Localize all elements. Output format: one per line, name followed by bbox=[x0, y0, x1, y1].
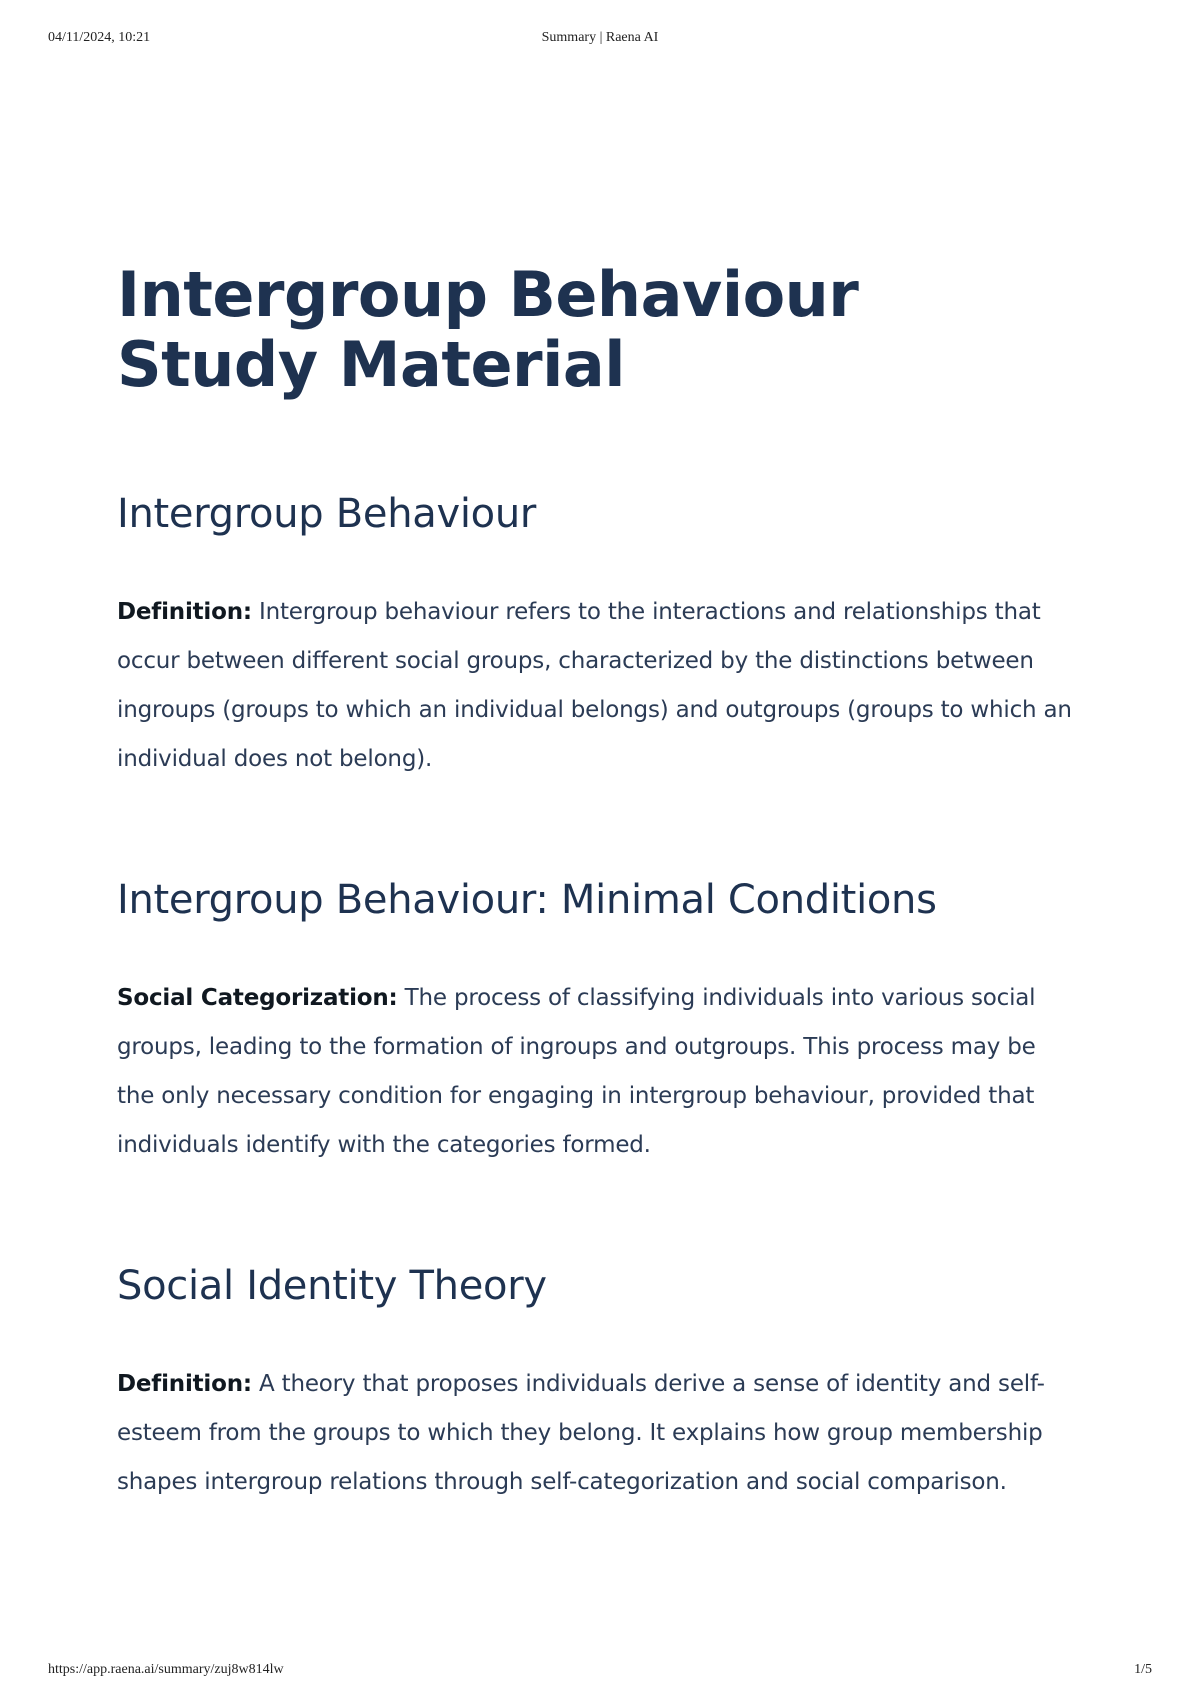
section-text: Intergroup behaviour refers to the interactions and relationships that occur between different social groups, characterized by the distinctions between ingroups (groups to which an individual belongs) and outgroups (groups to which an individual does not belong). bbox=[117, 599, 1072, 772]
section-text: A theory that proposes individuals derive a sense of identity and self-esteem from the groups to which they belong. It explains how group membership shapes intergroup relations through self-categorization and social comparison. bbox=[117, 1371, 1045, 1495]
section-minimal-conditions bbox=[117, 874, 1077, 1170]
section-term: Social Categorization: bbox=[117, 985, 398, 1011]
print-header bbox=[48, 30, 1152, 50]
section-term: Definition: bbox=[117, 1371, 252, 1397]
section-intergroup-behaviour bbox=[117, 488, 1077, 784]
section-text: The process of classifying individuals into various social groups, leading to the formation of ingroups and outgroups. This process may be the only necessary condition for engaging in intergroup behaviour, provided that individuals identify with the categories formed. bbox=[117, 985, 1036, 1158]
section-social-identity-theory bbox=[117, 1260, 1077, 1507]
section-body bbox=[117, 1360, 1077, 1507]
print-datetime: 04/11/2024, 10:21 bbox=[48, 30, 151, 45]
document-title: Intergroup Behaviour Study Material bbox=[117, 258, 859, 401]
document-content bbox=[117, 260, 1077, 1507]
print-page-number: 1/5 bbox=[1134, 1662, 1152, 1677]
print-url: https://app.raena.ai/summary/zuj8w814lw bbox=[48, 1662, 284, 1677]
section-term: Definition: bbox=[117, 599, 252, 625]
print-footer bbox=[48, 1662, 1152, 1682]
section-body bbox=[117, 588, 1077, 784]
print-page-title: Summary | Raena AI bbox=[541, 30, 659, 45]
section-heading: Intergroup Behaviour bbox=[117, 491, 537, 537]
section-body bbox=[117, 974, 1077, 1170]
section-heading: Social Identity Theory bbox=[117, 1263, 547, 1309]
section-heading: Intergroup Behaviour: Minimal Conditions bbox=[117, 877, 937, 923]
